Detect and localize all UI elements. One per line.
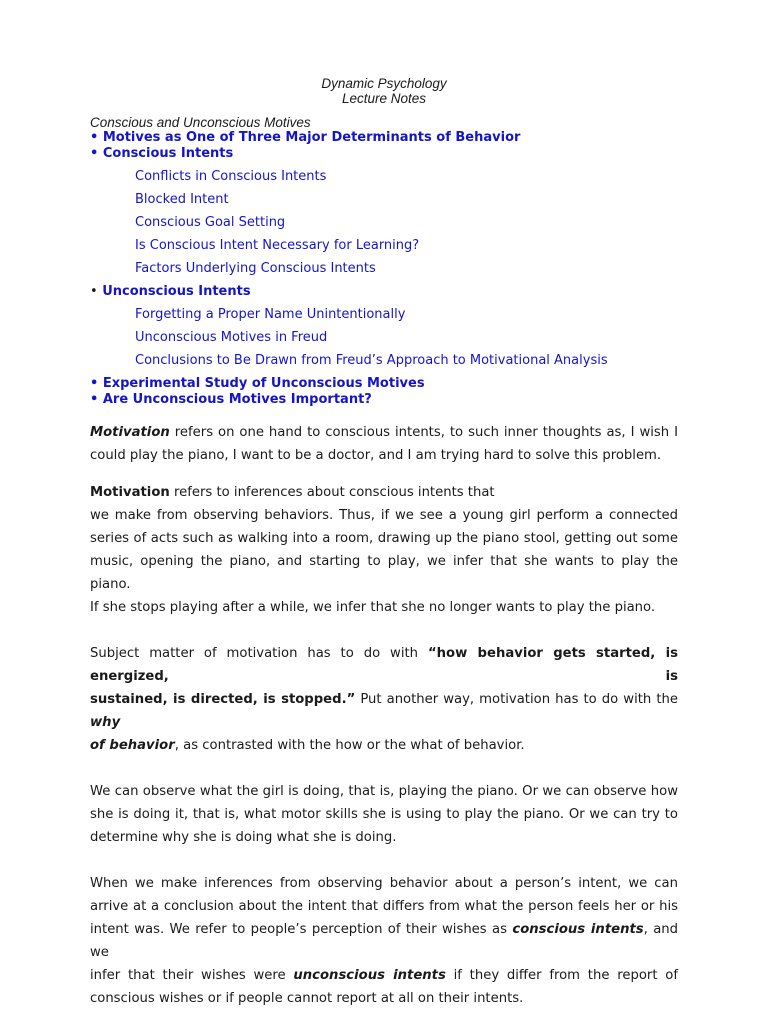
- toc-item-label: Motives as One of Three Major Determinants of Behavior: [102, 130, 521, 145]
- bullet-icon: •: [90, 392, 99, 407]
- text-span: refers to inferences about conscious intents that: [173, 485, 495, 500]
- bullet-icon: •: [90, 284, 98, 299]
- paragraph-line: she is doing it, that is, what motor skills she is using to play the piano. Or we can try to: [90, 807, 678, 822]
- text-span: , as contrasted with the how or the what of behavior.: [174, 738, 525, 753]
- paragraph-line: music, opening the piano, and starting to play, we infer that she wants to play the piano.: [90, 554, 678, 592]
- toc-subitem[interactable]: Conclusions to Be Drawn from Freud’s Approach to Motivational Analysis: [135, 353, 608, 368]
- toc-item-label: Are Unconscious Motives Important?: [102, 392, 372, 407]
- emphasis-of-behavior: of behavior: [90, 738, 175, 753]
- text-span: if they differ from the report of: [453, 968, 678, 983]
- bullet-icon: •: [90, 146, 99, 161]
- paragraph-line: series of acts such as walking into a room, drawing up the piano stool, getting out some: [90, 531, 678, 546]
- paragraph-line: [90, 642, 678, 688]
- toc-item-label: Unconscious Intents: [102, 284, 251, 299]
- text-span: Subject matter of motivation has to do with: [90, 646, 419, 661]
- text-span: refers on one hand to conscious intents, to such inner thoughts as, I wish I: [174, 425, 678, 440]
- document-subtitle: Lecture Notes: [341, 91, 427, 106]
- toc-subitem[interactable]: Conflicts in Conscious Intents: [135, 169, 327, 184]
- paragraph-observe-girl: [90, 780, 678, 849]
- bullet-icon: •: [90, 130, 99, 145]
- term-motivation: Motivation: [90, 485, 170, 500]
- paragraph-motivation-conscious: [90, 421, 678, 467]
- toc-subitem[interactable]: Is Conscious Intent Necessary for Learning?: [135, 238, 420, 253]
- title-block: [90, 76, 678, 106]
- toc-item-label: Experimental Study of Unconscious Motives: [102, 376, 425, 391]
- quote-emphasis: “how behavior gets started, is energized, is: [90, 646, 678, 684]
- paragraph-motivation-inferences: [90, 481, 678, 619]
- term-conscious-intents: conscious intents: [512, 922, 644, 937]
- toc-heading: Conscious and Unconscious Motives: [90, 115, 311, 130]
- table-of-contents: [90, 115, 678, 408]
- document-page: [90, 76, 678, 1010]
- paragraph-line: [90, 421, 678, 444]
- term-motivation: Motivation: [90, 425, 170, 440]
- toc-subitem[interactable]: Factors Underlying Conscious Intents: [135, 261, 376, 276]
- text-span: Put another way, motivation has to do with the: [360, 692, 678, 707]
- paragraph-subject-matter: [90, 642, 678, 757]
- quote-emphasis: sustained, is directed, is stopped.”: [90, 692, 356, 707]
- paragraph-line: When we make inferences from observing behavior about a person’s intent, we can: [90, 876, 678, 891]
- toc-item-label: Conscious Intents: [102, 146, 234, 161]
- paragraph-line: conscious wishes or if people cannot report at all on their intents.: [90, 991, 524, 1006]
- toc-item-conscious-intents[interactable]: [90, 146, 678, 162]
- toc-subitem[interactable]: Forgetting a Proper Name Unintentionally: [135, 307, 406, 322]
- toc-subitem[interactable]: Unconscious Motives in Freud: [135, 330, 328, 345]
- paragraph-line: could play the piano, I want to be a doctor, and I am trying hard to solve this problem.: [90, 448, 662, 463]
- paragraph-line: [90, 964, 678, 987]
- toc-item-motives-determinants[interactable]: [90, 130, 678, 146]
- toc-subitem[interactable]: Blocked Intent: [135, 192, 229, 207]
- paragraph-inferences-intent: [90, 872, 678, 1010]
- emphasis-why: why: [90, 715, 121, 730]
- paragraph-line: arrive at a conclusion about the intent that differs from what the person feels her or his: [90, 899, 678, 914]
- document-title: Dynamic Psychology: [321, 76, 447, 91]
- paragraph-line: If she stops playing after a while, we infer that she no longer wants to play the piano.: [90, 600, 656, 615]
- paragraph-line: [90, 734, 678, 757]
- text-span: , and we: [90, 922, 679, 960]
- paragraph-line: [90, 688, 678, 734]
- paragraph-line: [90, 481, 678, 504]
- toc-item-are-unconscious-motives-important[interactable]: [90, 392, 678, 408]
- bullet-icon: •: [90, 376, 99, 391]
- text-span: infer that their wishes were: [90, 968, 286, 983]
- toc-item-unconscious-intents[interactable]: [90, 284, 678, 300]
- paragraph-line: We can observe what the girl is doing, that is, playing the piano. Or we can observe how: [90, 784, 678, 799]
- paragraph-line: we make from observing behaviors. Thus, if we see a young girl perform a connected: [90, 508, 678, 523]
- term-unconscious-intents: unconscious intents: [293, 968, 446, 983]
- toc-subitem[interactable]: Conscious Goal Setting: [135, 215, 286, 230]
- toc-item-experimental-study[interactable]: [90, 376, 678, 392]
- text-span: intent was. We refer to people’s perception of their wishes as: [90, 922, 507, 937]
- paragraph-line: determine why she is doing what she is doing.: [90, 830, 397, 845]
- paragraph-line: [90, 918, 678, 964]
